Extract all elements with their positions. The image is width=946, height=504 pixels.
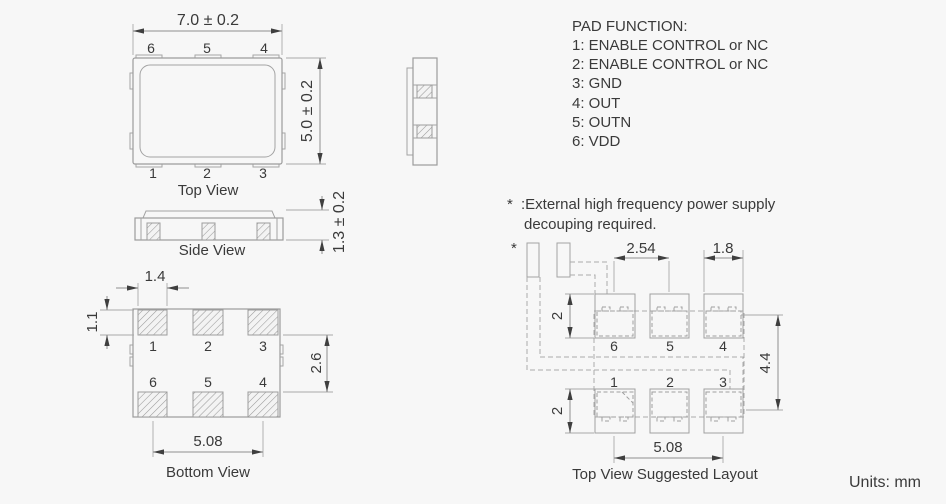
top-view [130,12,326,199]
top-view-caption: Top View [177,182,239,199]
pin-1-chamfer [622,392,633,403]
bottom-view-pad-1 [138,310,167,335]
decoupling-capacitor-2 [557,243,570,277]
dim-bottom-pad-width-label: 1.4 [144,268,166,285]
land-pad-3 [704,389,743,433]
layout-label-1: 1 [610,374,618,390]
suggested-layout-caption: Top View Suggested Layout [572,466,758,483]
decoupling-note [507,196,776,233]
component-pad-overlay-1 [597,392,633,421]
dim-layout-pad-height-top-label: 2 [549,311,566,321]
dim-bottom-pad-span-label: 5.08 [193,433,223,450]
bottom-view-pad-5 [193,392,223,417]
dim-bottom-pad-height [84,296,134,349]
top-view-pad-label-3: 3 [259,165,267,181]
layout-label-2: 2 [666,374,674,390]
side-view [135,191,348,259]
land-pad-2 [650,389,689,433]
land-pad-4 [704,294,743,338]
dim-layout-pad-span [614,436,723,463]
bottom-view-label-2: 2 [204,338,212,354]
note-line-2: decouping required. [524,216,657,233]
dim-layout-pad-height-bottom-label: 2 [549,406,566,416]
bottom-view-pad-3 [248,310,278,335]
pad-function-title: PAD FUNCTION: [572,18,688,35]
package-outline-dashed [594,311,744,417]
land-pad-5 [650,294,689,338]
pad-function-item-2: 2: ENABLE CONTROL or NC [572,56,769,73]
side-profile-pad [417,125,432,138]
bottom-view-label-3: 3 [259,338,267,354]
note-line-1: :External high frequency power supply [521,196,776,213]
side-profile-body [413,58,437,165]
side-profile-lid [407,68,413,155]
side-view-pad [147,223,160,240]
dim-top-width-label: 7.0 ± 0.2 [176,12,240,29]
layout-label-5: 5 [666,338,674,354]
pad-function-item-5: 5: OUTN [572,114,632,131]
note-asterisk: * [507,196,513,213]
side-view-lid [143,211,275,218]
top-view-pad-label-4: 4 [260,40,268,56]
dim-layout-pad-width [704,240,743,292]
top-view-pad-label-2: 2 [203,165,211,181]
trace-vdd-inner [570,275,595,294]
dim-layout-pad-height-bottom [549,389,594,433]
suggested-layout-view [511,240,783,483]
dim-side-height [286,191,348,254]
dim-layout-pad-width-label: 1.8 [712,240,734,257]
layout-label-4: 4 [719,338,727,354]
pad-function-item-3: 3: GND [572,75,623,92]
dim-top-height [286,58,326,164]
layout-label-6: 6 [610,338,618,354]
bottom-view-label-5: 5 [204,374,212,390]
side-view-caption: Side View [178,242,246,259]
top-view-body [133,58,282,164]
layout-asterisk: * [511,240,517,257]
dim-layout-pitch [614,240,669,292]
trace-vdd-outer [570,262,607,294]
dim-bottom-row-gap-label: 2.6 [308,352,325,374]
bottom-view-label-1: 1 [149,338,157,354]
bottom-view [84,268,333,481]
layout-label-3: 3 [719,374,727,390]
side-profile-pad [417,85,432,98]
dim-top-height-label: 5.0 ± 0.2 [299,79,316,143]
dim-bottom-row-gap [283,335,333,392]
top-view-pad-label-1: 1 [149,165,157,181]
dim-side-height-label: 1.3 ± 0.2 [331,190,348,254]
bottom-view-caption: Bottom View [166,464,250,481]
top-view-pad-label-6: 6 [147,40,155,56]
bottom-view-pad-6 [138,392,167,417]
dim-bottom-pad-width [116,268,189,306]
dim-layout-outer-span [741,315,783,410]
bottom-view-pad-4 [248,392,278,417]
bottom-view-label-4: 4 [259,374,267,390]
dim-bottom-pad-span [153,421,263,457]
top-view-pad-label-5: 5 [203,40,211,56]
dim-layout-outer-span-label: 4.4 [757,352,774,374]
pad-function-item-1: 1: ENABLE CONTROL or NC [572,37,769,54]
dim-bottom-pad-height-label: 1.1 [84,311,101,333]
dim-layout-pad-height-top [549,294,594,338]
dim-layout-pad-span-label: 5.08 [653,439,683,456]
side-view-pad [257,223,270,240]
pad-function-item-6: 6: VDD [572,133,621,150]
decoupling-capacitor-1 [527,243,539,277]
land-pad-1 [595,389,635,433]
dim-layout-pitch-label: 2.54 [626,240,656,257]
pad-function-list [572,18,768,150]
bottom-view-label-6: 6 [149,374,157,390]
side-view-pad [202,223,215,240]
units-label: Units: mm [849,474,921,491]
bottom-view-pad-2 [193,310,223,335]
top-view-lid [140,65,275,157]
pad-function-item-4: 4: OUT [572,95,621,112]
land-pad-6 [595,294,635,338]
side-profile-view [407,58,437,165]
